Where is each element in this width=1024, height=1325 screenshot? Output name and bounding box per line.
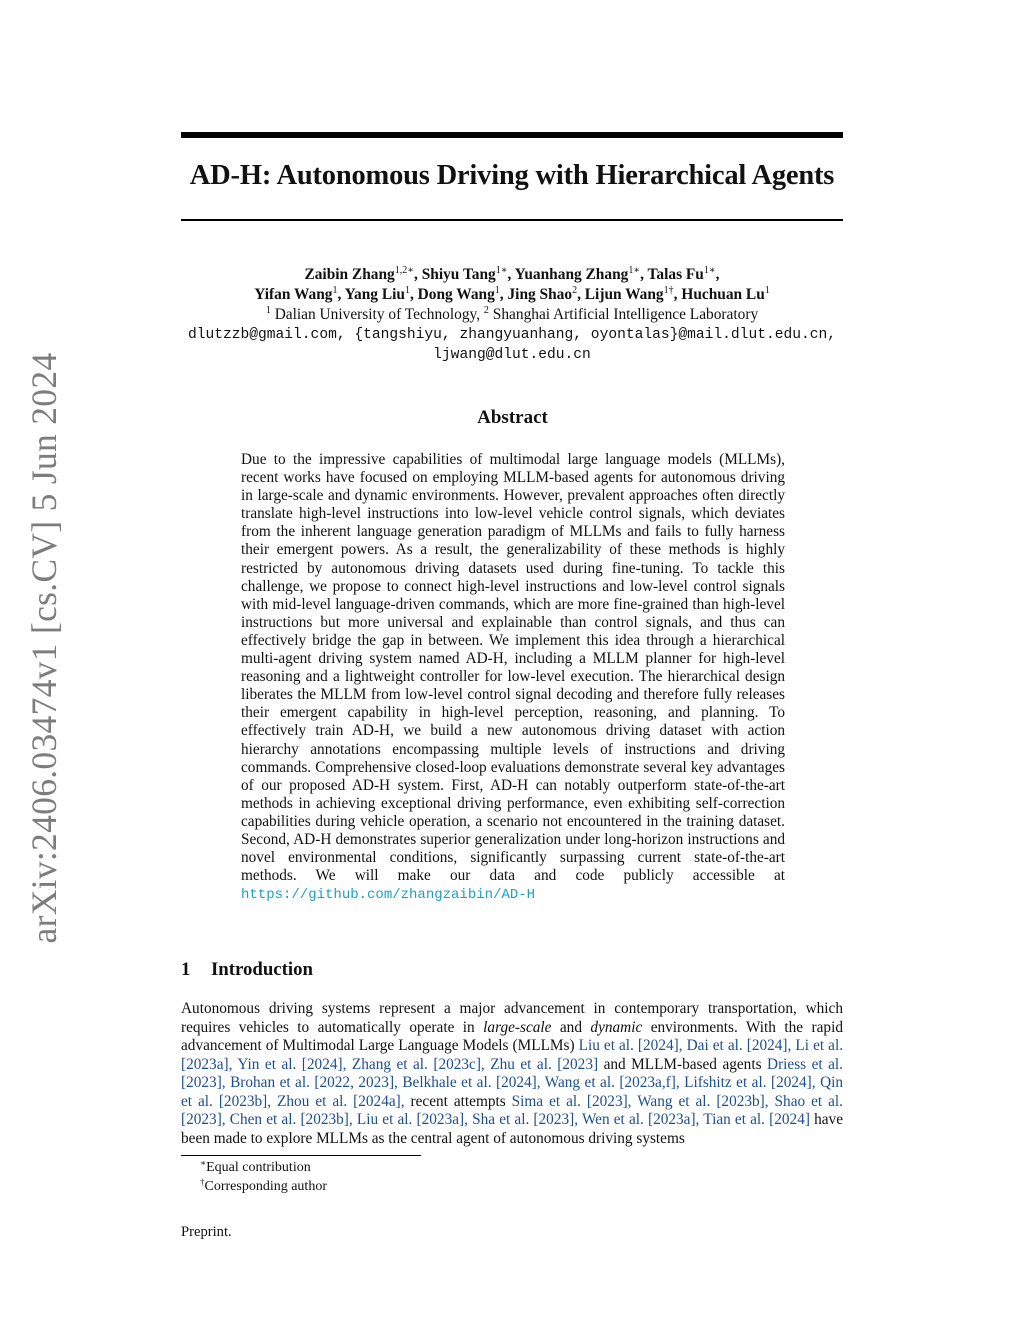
section-number: 1 (181, 959, 191, 980)
author-affiliation-mark: 1 (332, 285, 338, 296)
author-name: Yang Liu (344, 286, 405, 303)
author-affiliation-mark: 1∗ (495, 265, 508, 276)
affiliation-2: Shanghai Artificial Intelligence Laboratory (492, 306, 759, 323)
citation-link[interactable]: Sha et al. [2023], (472, 1111, 579, 1128)
footnote-equal-contribution: ∗Equal contribution (200, 1158, 311, 1175)
abstract-body (241, 451, 785, 904)
footnotes (200, 1158, 327, 1196)
preprint-label: Preprint. (181, 1224, 232, 1240)
author-affiliation-mark: 1 (404, 285, 410, 296)
citation-link[interactable]: Driess et al. [2023], (181, 1055, 843, 1091)
citation-link[interactable]: Liu et al. [2024], (578, 1037, 683, 1054)
author-block (150, 265, 874, 365)
citation-link[interactable]: Belkhale et al. [2024], (402, 1074, 541, 1091)
author-name: Yuanhang Zhang (514, 266, 629, 283)
author-affiliation-mark: 1 (764, 285, 770, 296)
citation-link[interactable]: Brohan et al. [2022, 2023], (230, 1074, 398, 1091)
code-link[interactable]: https://github.com/zhangzaibin/AD-H (241, 887, 536, 904)
citation-link[interactable]: Sima et al. [2023], (511, 1092, 632, 1110)
citation-link[interactable]: Tian et al. [2024] (703, 1111, 810, 1128)
author-affiliation-mark: 1∗ (703, 265, 716, 276)
title-bottom-rule (181, 219, 843, 221)
abstract-heading: Abstract (477, 407, 548, 428)
citation-link[interactable]: Zhu et al. [2023] (490, 1055, 599, 1073)
footnote-corresponding-author: †Corresponding author (200, 1177, 327, 1194)
citation-link[interactable]: Lifshitz et al. [2024], (684, 1074, 816, 1091)
citation-link[interactable]: Wang et al. [2023b], (637, 1092, 769, 1110)
author-name: Huchuan Lu (681, 286, 765, 303)
title-top-rule (181, 132, 843, 138)
author-name: Dong Wang (417, 286, 495, 303)
abstract-text: Due to the impressive capabilities of multimodal large language models (MLLMs), recent works have focused on employing MLLM-based agents for autonomous driving in large-scale and dynamic environments. However, prevalent approaches often directly translate high-level instructions into low-level vehicle control signals, which deviates from the inherent language generation paradigm of MLLMs and fails to fully harness their emergent powers. As a result, the generalizability of these methods is highly restricted by autonomous driving datasets used during fine-tuning. To tackle this challenge, we propose to connect high-level instructions and low-level control signals with mid-level language-driven commands, which are more fine-grained than high-level instructions but more universal and explainable than control signals, and thus can effectively bridge the gap in between. We implement this idea through a hierarchical multi-agent driving system named AD-H, including a MLLM planner for high-level reasoning and a lightweight controller for low-level execution. The hierarchical design liberates the MLLM from low-level control signal decoding and therefore fully releases their emergent capability in high-level perception, reasoning, and planning. To effectively train AD-H, we build a new autonomous driving dataset with action hierarchy annotations encompassing multiple levels of instructions and driving commands. Comprehensive closed-loop evaluations demonstrate several key advantages of our proposed AD-H system. First, AD-H can notably outperform state-of-the-art methods in achieving exceptional driving performance, even exhibiting self-correction capabilities during vehicle operation, a scenario not encountered in the training dataset. Second, AD-H demonstrates superior generalization under long-horizon instructions and novel environmental conditions, significantly surpassing current state-of-the-art methods. We will make our data and code publicly accessible at (241, 451, 785, 885)
citation-link[interactable]: Zhang et al. [2023c], (351, 1055, 485, 1073)
author-affiliation-mark: 1∗ (628, 265, 641, 276)
author-affiliation-mark: 2 (572, 285, 578, 296)
section-heading-introduction (181, 959, 313, 981)
citation-link[interactable]: Liu et al. [2023a], (356, 1111, 468, 1128)
citation-link[interactable]: Shao et al. [2023], (181, 1092, 843, 1128)
email-line-1: dlutzzb@gmail.com, {tangshiyu, zhangyuanhang, oyontalas}@mail.dlut.edu.cn, (187, 327, 837, 343)
author-affiliation-mark: 1,2∗ (394, 265, 415, 276)
author-name: Talas Fu (647, 266, 704, 283)
arxiv-identifier: arXiv:2406.03474v1 [cs.CV] 5 Jun 2024 (24, 352, 64, 944)
author-name: Jing Shao (507, 286, 573, 303)
citation-link[interactable]: Dai et al. [2024], (686, 1037, 792, 1054)
author-affiliation-mark: 1 (494, 285, 500, 296)
citation-link[interactable]: Wen et al. [2023a], (581, 1111, 700, 1128)
author-name: Zaibin Zhang (304, 266, 395, 283)
affiliation-1: Dalian University of Technology, (274, 306, 481, 323)
email-line-2: ljwang@dlut.edu.cn (433, 347, 591, 363)
citation-link[interactable]: Chen et al. [2023b], (229, 1111, 353, 1128)
citation-link[interactable]: Qin et al. [2023b], (181, 1074, 844, 1110)
citation-link[interactable]: Zhou et al. [2024a], (277, 1092, 405, 1110)
author-affiliation-mark: 1† (663, 285, 674, 296)
affiliation-line: $^1$ Dalian University of Technology, $^2$ Shanghai Artificial Intelligence Laboratory (265, 305, 759, 323)
citation-link[interactable]: Wang et al. [2023a,f], (544, 1074, 680, 1091)
author-line-2: Yifan Wang$^1$, Yang Liu$^1$, Dong Wang$^1$, Jing Shao$^2$, Lijun Wang$^{1\dagger}$, Huchuan Lu$^1$ (254, 285, 770, 303)
author-name: Yifan Wang (254, 286, 333, 303)
author-line-1: Zaibin Zhang$^{1,2∗}$, Shiyu Tang$^{1∗}$, Yuanhang Zhang$^{1∗}$, Talas $Fu^{1∗}$, (304, 265, 720, 283)
citation-link[interactable]: Yin et al. [2024], (237, 1055, 347, 1073)
citation-link[interactable]: Li et al. [2023a], (181, 1037, 844, 1073)
introduction-paragraph: Autonomous driving systems represent a major advancement in contemporary transportation, which requires vehicles to automatically operate in large-scale and dynamic environments. With the rapid advancement of Multimodal Large Language Models (MLLMs) Liu et al. [2024], Dai et al. [2024], Li et al. [2023a], Yin et al. [2024], Zhang et al. [2023c], Zhu et al. [2023] and MLLM-based agents Driess et al. [2023], Brohan et al. [2022, 2023], Belkhale et al. [2024], Wang et al. [2023a,f], Lifshitz et al. [2024], Qin et al. [2023b], Zhou et al. [2024a], recent attempts Sima et al. [2023], Wang et al. [2023b], Shao et al. [2023], Chen et al. [2023b], Liu et al. [2023a], Sha et al. [2023], Wen et al. [2023a], Tian et al. [2024] have been made to explore MLLMs as the central agent of autonomous driving systems (181, 1000, 844, 1147)
paper-title: AD-H: Autonomous Driving with Hierarchical Agents (189, 160, 835, 191)
author-name: Lijun Wang (584, 286, 664, 303)
section-title: Introduction (211, 959, 313, 980)
footnote-rule (181, 1155, 421, 1156)
author-name: Shiyu Tang (421, 266, 496, 283)
